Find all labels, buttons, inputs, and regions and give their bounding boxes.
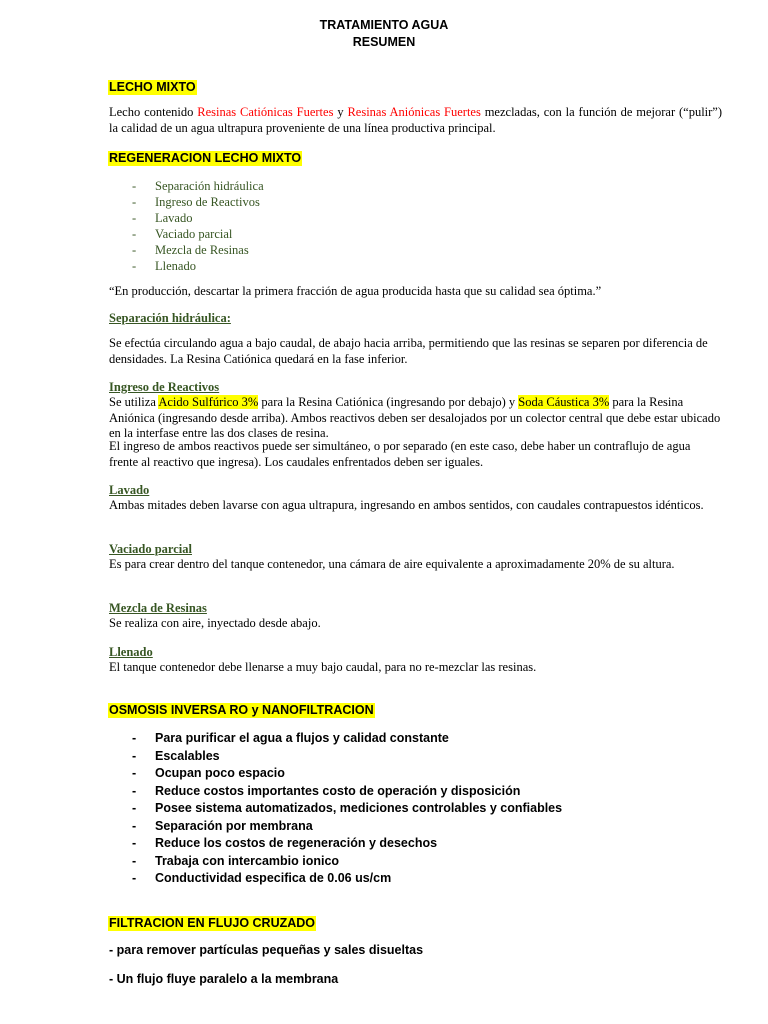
dash-bullet: - bbox=[132, 243, 137, 257]
list-item-text: Escalables bbox=[155, 748, 220, 763]
dash-bullet: - bbox=[132, 801, 137, 815]
dash-bullet: - bbox=[132, 853, 137, 868]
list-item-text: Posee sistema automatizados, mediciones controlables y confiables bbox=[155, 801, 563, 815]
text-run: Lecho contenido bbox=[109, 105, 198, 119]
highlight-red-cationic: Resinas Catiónicas Fuertes bbox=[197, 105, 334, 119]
list-item-text: Llenado bbox=[155, 259, 196, 273]
list-item-text: Conductividad especifica de 0.06 us/cm bbox=[155, 871, 392, 885]
dash-bullet: - bbox=[132, 748, 137, 763]
list-item-text: Reduce costos importantes costo de operación y disposición bbox=[155, 783, 521, 798]
list-item-text: Mezcla de Resinas bbox=[155, 243, 249, 257]
text-run: Se utiliza bbox=[109, 395, 159, 409]
list-item-text: Ocupan poco espacio bbox=[155, 766, 285, 780]
mezcla-paragraph: Se realiza con aire, inyectado desde abajo. bbox=[109, 616, 321, 630]
ingreso-paragraph-1 bbox=[109, 395, 722, 442]
text-run: para la Resina Catiónica (ingresando por debajo) y bbox=[258, 395, 519, 409]
vaciado-paragraph: Es para crear dentro del tanque contenedor, una cámara de aire equivalente a aproximadamente 20% de su altura. bbox=[109, 557, 675, 571]
dash-bullet: - bbox=[132, 836, 137, 850]
list-item-text: Reduce los costos de regeneración y desechos bbox=[155, 836, 438, 850]
text-run: y bbox=[333, 105, 348, 119]
list-item-text: Trabaja con intercambio ionico bbox=[155, 853, 340, 868]
subheading-llenado: Llenado bbox=[109, 645, 153, 659]
list-item-text: Lavado bbox=[155, 211, 193, 225]
highlight-acido-sulfurico: Acido Sulfúrico 3% bbox=[158, 395, 259, 409]
document-title: TRATAMIENTO AGUA bbox=[319, 18, 449, 32]
dash-bullet: - bbox=[132, 195, 137, 209]
separacion-paragraph: Se efectúa circulando agua a bajo caudal, de abajo hacia arriba, permitiendo que las resinas se separen por diferencia de densidades. La Resina Catiónica quedará en la fase inferior. bbox=[109, 336, 708, 366]
dash-bullet: - bbox=[132, 871, 137, 885]
text-run: para la Resina Aniónica (ingresando desde arriba). Ambos reactivos deben ser desalojados por un colector central que debe estar ubicado en la interfase entre las dos clases de resina. bbox=[109, 395, 721, 440]
subheading-separacion: Separación hidráulica: bbox=[109, 311, 231, 325]
heading-filtracion: FILTRACION EN FLUJO CRUZADO bbox=[109, 916, 316, 930]
lecho-mixto-paragraph bbox=[109, 105, 722, 136]
highlight-red-anionic: Resinas Aniónicas Fuertes bbox=[347, 105, 481, 119]
dash-bullet: - bbox=[132, 818, 137, 833]
dash-bullet: - bbox=[132, 211, 137, 225]
ingreso-paragraph-2: El ingreso de ambos reactivos puede ser simultáneo, o por separado (en este caso, debe haber un contraflujo de agua frente al reactivo que ingresa). Los caudales enfrentados deben ser iguales. bbox=[109, 439, 691, 469]
subheading-ingreso: Ingreso de Reactivos bbox=[109, 380, 220, 394]
dash-bullet: - bbox=[132, 783, 137, 798]
lavado-paragraph: Ambas mitades deben lavarse con agua ultrapura, ingresando en ambos sentidos, con caudales contrapuestos idénticos. bbox=[109, 498, 704, 512]
list-item-text: Separación hidráulica bbox=[155, 179, 264, 193]
list-item-text: Para purificar el agua a flujos y calidad constante bbox=[155, 731, 449, 745]
document-subtitle: RESUMEN bbox=[352, 35, 416, 49]
filtracion-line-2: - Un flujo fluye paralelo a la membrana bbox=[109, 972, 339, 986]
subheading-lavado: Lavado bbox=[109, 483, 150, 497]
text-run: mezcladas, con la función de mejorar (“pulir”) la calidad de un agua ultrapura proveniente de una línea productiva principal. bbox=[109, 105, 723, 135]
filtracion-line-1: - para remover partículas pequeñas y sales disueltas bbox=[109, 943, 424, 957]
dash-bullet: - bbox=[132, 731, 137, 745]
highlight-soda-caustica: Soda Cáustica 3% bbox=[518, 395, 610, 409]
production-quote: “En producción, descartar la primera fracción de agua producida hasta que su calidad sea óptima.” bbox=[109, 284, 602, 298]
dash-bullet: - bbox=[132, 766, 137, 780]
list-item-text: Vaciado parcial bbox=[155, 227, 233, 241]
list-item-text: Separación por membrana bbox=[155, 818, 313, 833]
llenado-paragraph: El tanque contenedor debe llenarse a muy bajo caudal, para no re-mezclar las resinas. bbox=[109, 660, 537, 674]
list-item-text: Ingreso de Reactivos bbox=[155, 195, 260, 209]
subheading-mezcla: Mezcla de Resinas bbox=[109, 601, 207, 615]
heading-regeneracion: REGENERACION LECHO MIXTO bbox=[109, 151, 302, 165]
dash-bullet: - bbox=[132, 259, 137, 273]
heading-lecho-mixto: LECHO MIXTO bbox=[109, 80, 196, 94]
dash-bullet: - bbox=[132, 179, 137, 193]
dash-bullet: - bbox=[132, 227, 137, 241]
subheading-vaciado: Vaciado parcial bbox=[109, 542, 192, 556]
heading-osmosis: OSMOSIS INVERSA RO y NANOFILTRACION bbox=[109, 703, 374, 717]
